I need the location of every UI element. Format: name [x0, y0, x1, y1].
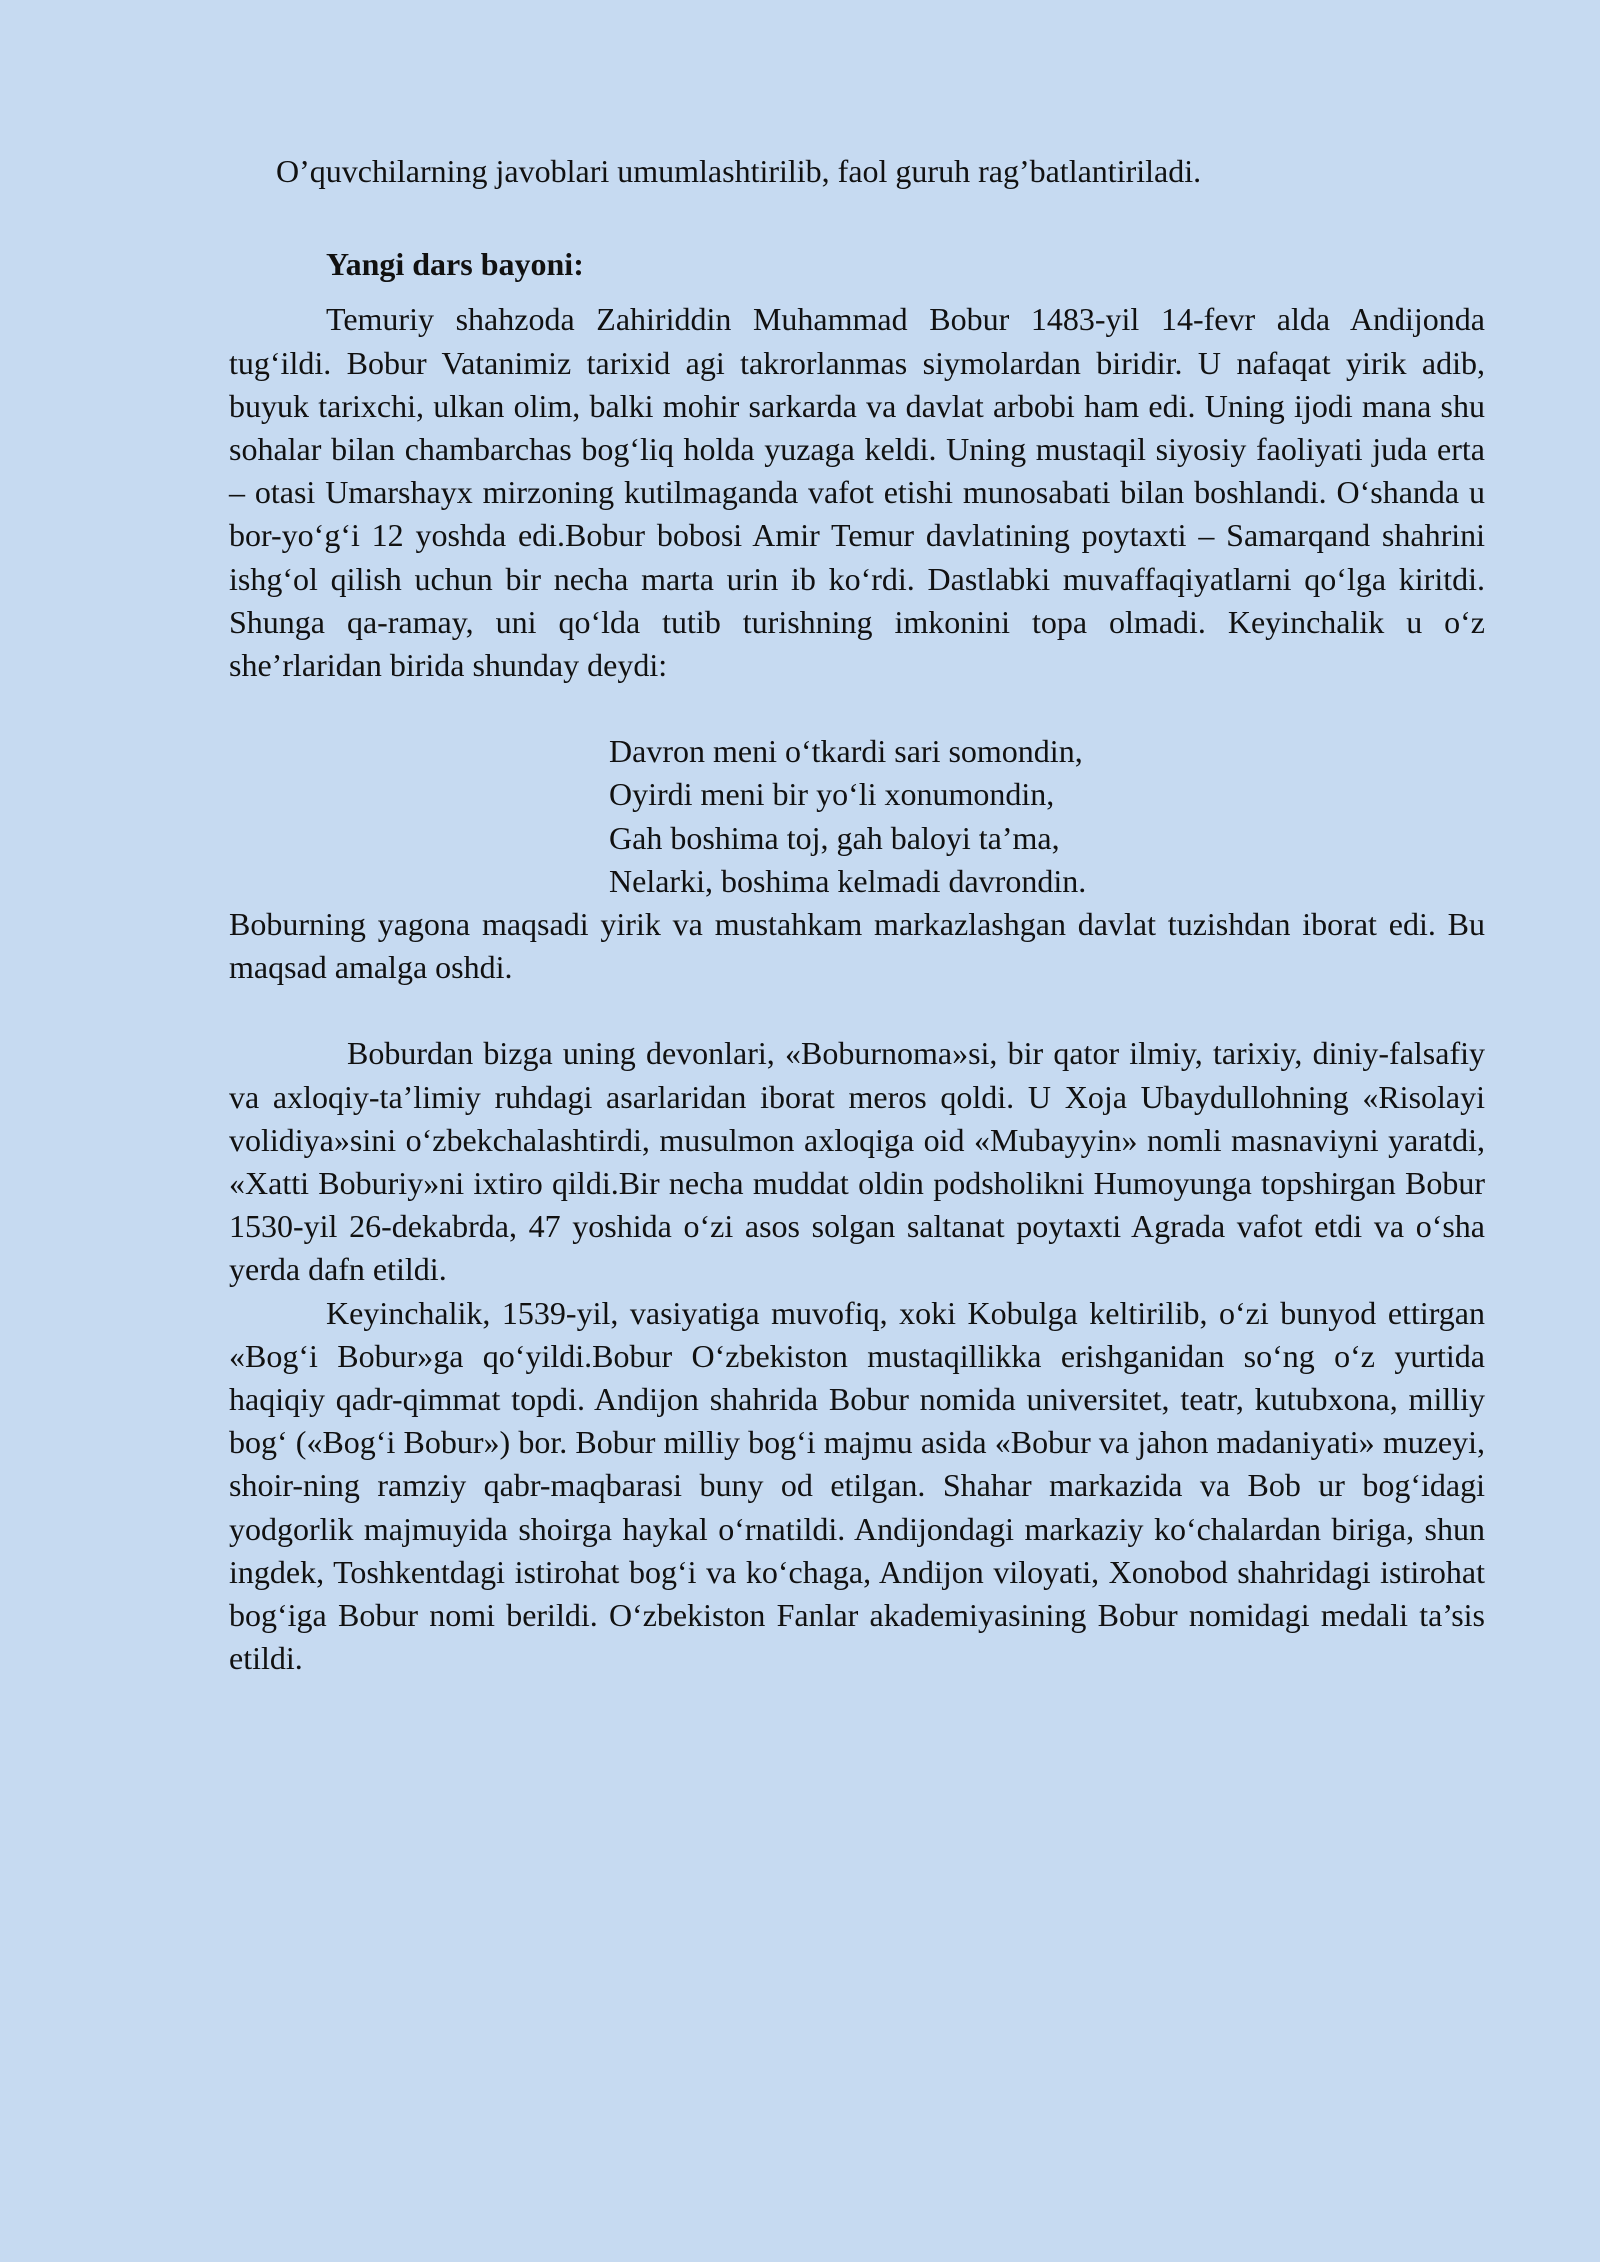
paragraph-commemoration: Keyinchalik, 1539-yil, vasiyatiga muvofiq, xoki Kobulga keltirilib, o‘zi bunyod ettirgan «Bog‘i Bobur»ga qo‘yildi.Bobur O‘zbekiston mustaqillikka erishganidan so‘ng o‘z yurtida haqiqiy qadr-qimmat topdi. Andijon shahrida Bobur nomida universitet, teatr, kutubxona, milliy bog‘ («Bog‘i Bobur») bor. Bobur milliy bog‘i majmu asida «Bobur va jahon madaniyati» muzeyi, shoir-ning ramziy qabr-maqbarasi buny od etilgan. Shahar markazida va Bob ur bog‘idagi yodgorlik majmuyida shoirga haykal o‘rnatildi. Andijondagi markaziy ko‘chalardan biriga, shun ingdek, Toshkentdagi istirohat bog‘i va ko‘chaga, Andijon viloyati, Xonobod shahridagi istirohat bog‘iga Bobur nomi berildi. O‘zbekiston Fanlar akademiyasining Bobur nomidagi medali ta’sis etildi.: [229, 1294, 1485, 1677]
section-heading: Yangi dars bayoni:: [326, 246, 584, 283]
intro-sentence: O’quvchilarning javoblari umumlashtirilib, faol guruh rag’batlantiriladi.: [276, 153, 1202, 189]
poem-line-2: Oyirdi meni bir yo‘li xonumondin,: [609, 776, 1055, 813]
poem-line-1: Davron meni o‘tkardi sari somondin,: [609, 733, 1083, 770]
poem-line-3: Gah boshima toj, gah baloyi ta’ma,: [609, 819, 1060, 856]
paragraph-biography: Temuriy shahzoda Zahiriddin Muhammad Bobur 1483-yil 14-fevr alda Andijonda tug‘ildi. Bobur Vatanimiz tarixid agi takrorlanmas siymolardan biridir. U nafaqat yirik adib, buyuk tarixchi, ulkan olim, balki mohir sarkarda va davlat arbobi ham edi. Uning ijodi mana shu sohalar bilan chambarchas bog‘liq holda yuzaga keldi. Uning mustaqil siyosiy faoliyati juda erta – otasi Umarshayx mirzoning kutilmaganda vafot etishi munosabati bilan boshlandi. O‘shanda u bor-yo‘g‘i 12 yoshda edi.Bobur bobosi Amir Temur davlatining poytaxti – Samarqand shahrini ishg‘ol qilish uchun bir necha marta urin ib ko‘rdi. Dastlabki muvaffaqiyatlarni qo‘lga kiritdi. Shunga qa-ramay, uni qo‘lda tutib turishning imkonini topa olmadi. Keyinchalik u o‘z she’rlaridan birida shunday deydi:: [229, 301, 1485, 684]
poem-line-4: Nelarki, boshima kelmadi davrondin.: [609, 862, 1087, 899]
paragraph-legacy: Boburdan bizga uning devonlari, «Boburnoma»si, bir qator ilmiy, tarixiy, diniy-falsafiy va axloqiy-ta’limiy ruhdagi asarlaridan iborat meros qoldi. U Xoja Ubaydullohning «Risolayi volidiya»sini o‘zbekchalashtirdi, musulmon axloqiga oid «Mubayyin» nomli masnaviyni yaratdi, «Xatti Boburiy»ni ixtiro qildi.Bir necha muddat oldin podsholikni Humoyunga topshirgan Bobur 1530-yil 26-dekabrda, 47 yoshida o‘zi asos solgan saltanat poytaxti Agrada vafot etdi va o‘sha yerda dafn etildi.: [229, 1035, 1485, 1288]
poem-quatrain: [609, 730, 1485, 903]
document-page: [229, 150, 1485, 1681]
paragraph-goal: Boburning yagona maqsadi yirik va mustahkam markazlashgan davlat tuzishdan iborat edi. Bu maqsad amalga oshdi.: [229, 906, 1485, 986]
